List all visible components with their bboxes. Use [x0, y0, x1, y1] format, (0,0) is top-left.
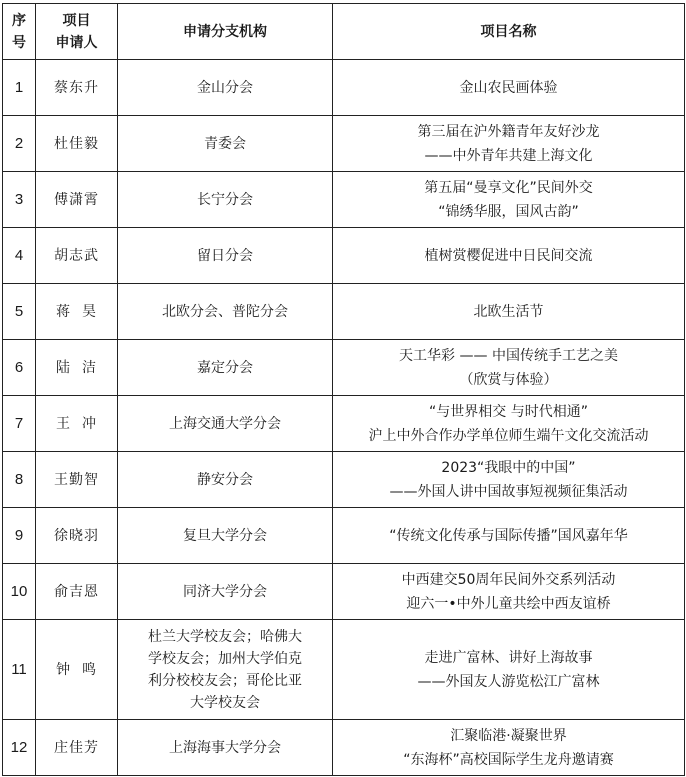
applicant-cell: 胡志武	[36, 228, 118, 284]
branch-cell	[118, 340, 333, 396]
branch-line: 利分校校友会；哥伦比亚	[148, 672, 302, 689]
branch-line: 留日分会	[197, 247, 253, 264]
table-row	[3, 396, 685, 452]
project-line: 第三届在沪外籍青年友好沙龙	[417, 123, 600, 140]
branch-cell	[118, 60, 333, 116]
applicant-cell: 钟 鸣	[36, 620, 118, 720]
branch-cell	[118, 172, 333, 228]
row-number: 2	[3, 116, 36, 172]
branch-line: 同济大学分会	[183, 583, 267, 600]
project-cell	[333, 564, 685, 620]
row-number: 4	[3, 228, 36, 284]
header-applicant	[36, 4, 118, 60]
branch-line: 青委会	[204, 135, 246, 152]
project-cell	[333, 284, 685, 340]
project-line: 金山农民画体验	[459, 79, 558, 96]
applicant-cell: 陆 洁	[36, 340, 118, 396]
project-line: 2023“我眼中的中国”	[441, 459, 576, 476]
row-number: 12	[3, 720, 36, 776]
project-line: 迎六一•中外儿童共绘中西友谊桥	[406, 595, 611, 612]
branch-cell	[118, 116, 333, 172]
table-row	[3, 720, 685, 776]
project-line: 中西建交50周年民间外交系列活动	[401, 571, 616, 588]
branch-line: 复旦大学分会	[183, 527, 267, 544]
table-row	[3, 116, 685, 172]
project-line: ——外国友人游览松江广富林	[417, 673, 600, 690]
row-number: 5	[3, 284, 36, 340]
branch-cell	[118, 620, 333, 720]
project-line: 植树赏樱促进中日民间交流	[424, 247, 593, 264]
header-no-line: 号	[12, 34, 26, 51]
header-project: 项目名称	[333, 4, 685, 60]
applicant-cell: 庄佳芳	[36, 720, 118, 776]
row-number: 11	[3, 620, 36, 720]
table-row	[3, 508, 685, 564]
branch-line: 嘉定分会	[197, 359, 253, 376]
applicant-cell: 王勤智	[36, 452, 118, 508]
branch-cell	[118, 396, 333, 452]
project-table	[2, 3, 685, 776]
project-line: 第五届“曼享文化”民间外交	[424, 179, 593, 196]
project-line: “传统文化传承与国际传播”国风嘉年华	[389, 527, 628, 544]
applicant-cell: 俞吉恩	[36, 564, 118, 620]
table-row	[3, 228, 685, 284]
project-cell	[333, 508, 685, 564]
project-line: “东海杯”高校国际学生龙舟邀请赛	[403, 751, 614, 768]
project-cell	[333, 452, 685, 508]
table-row	[3, 172, 685, 228]
table-row	[3, 452, 685, 508]
applicant-cell: 王 冲	[36, 396, 118, 452]
project-cell	[333, 116, 685, 172]
applicant-cell: 徐晓羽	[36, 508, 118, 564]
branch-line: 杜兰大学校友会；哈佛大	[148, 628, 302, 645]
branch-cell	[118, 284, 333, 340]
project-cell	[333, 228, 685, 284]
row-number: 8	[3, 452, 36, 508]
project-line: ——中外青年共建上海文化	[424, 147, 593, 164]
branch-line: 上海交通大学分会	[169, 415, 281, 432]
table-row	[3, 60, 685, 116]
project-cell	[333, 720, 685, 776]
table-row	[3, 564, 685, 620]
row-number: 6	[3, 340, 36, 396]
table-row	[3, 284, 685, 340]
branch-cell	[118, 720, 333, 776]
row-number: 9	[3, 508, 36, 564]
branch-line: 金山分会	[197, 79, 253, 96]
branch-line: 上海海事大学分会	[169, 739, 281, 756]
project-line: 汇聚临港·凝聚世界	[450, 727, 567, 744]
branch-line: 长宁分会	[197, 191, 253, 208]
project-cell	[333, 620, 685, 720]
project-cell	[333, 172, 685, 228]
applicant-cell: 蔡东升	[36, 60, 118, 116]
branch-line: 大学校友会	[190, 694, 260, 711]
branch-line: 北欧分会、普陀分会	[162, 303, 288, 320]
project-cell	[333, 60, 685, 116]
project-line: 走进广富林、讲好上海故事	[424, 649, 593, 666]
header-applicant-line: 申请人	[55, 34, 98, 51]
project-line: （欣赏与体验）	[459, 371, 558, 388]
project-line: 北欧生活节	[473, 303, 544, 320]
branch-line: 静安分会	[197, 471, 253, 488]
project-line: “与世界相交 与时代相通”	[429, 403, 588, 420]
project-cell	[333, 340, 685, 396]
row-number: 3	[3, 172, 36, 228]
header-no	[3, 4, 36, 60]
row-number: 7	[3, 396, 36, 452]
header-row	[3, 4, 685, 60]
branch-line: 学校友会；加州大学伯克	[148, 650, 302, 667]
table-row	[3, 620, 685, 720]
branch-cell	[118, 228, 333, 284]
branch-cell	[118, 564, 333, 620]
applicant-cell: 杜佳毅	[36, 116, 118, 172]
branch-cell	[118, 508, 333, 564]
project-cell	[333, 396, 685, 452]
header-no-line: 序	[12, 12, 26, 29]
project-line: 天工华彩 —— 中国传统手工艺之美	[399, 347, 618, 364]
row-number: 10	[3, 564, 36, 620]
project-line: 沪上中外合作办学单位师生端午文化交流活动	[368, 427, 649, 444]
branch-cell	[118, 452, 333, 508]
project-line: ——外国人讲中国故事短视频征集活动	[389, 483, 628, 500]
table-row	[3, 340, 685, 396]
applicant-cell: 蒋 昊	[36, 284, 118, 340]
applicant-cell: 傅潇霄	[36, 172, 118, 228]
header-applicant-line: 项目	[62, 12, 91, 29]
project-line: “锦绣华服，国风古韵”	[438, 203, 579, 220]
table-body	[3, 60, 685, 776]
row-number: 1	[3, 60, 36, 116]
header-branch: 申请分支机构	[118, 4, 333, 60]
